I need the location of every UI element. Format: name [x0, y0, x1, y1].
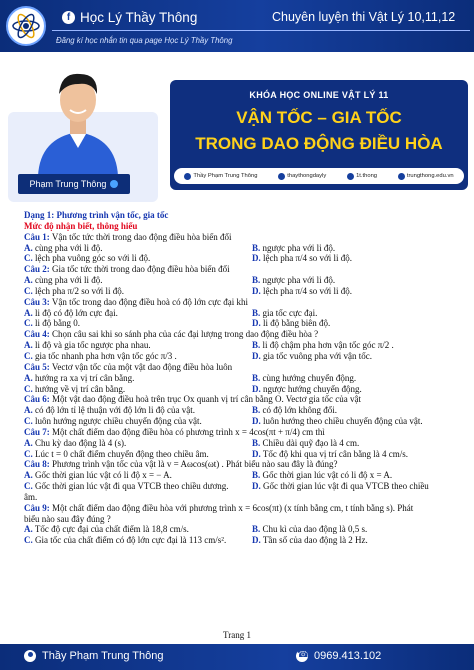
course-title-line2: TRONG DAO ĐỘNG ĐIỀU HÒA — [195, 134, 443, 153]
answer-option[interactable] — [24, 351, 177, 361]
answer-option[interactable] — [24, 340, 151, 350]
answer-option[interactable] — [24, 373, 134, 383]
option-letter: B. — [252, 470, 261, 481]
option-letter: D. — [252, 383, 261, 394]
brand-label: Học Lý Thầy Thông — [80, 10, 198, 25]
question-text: Vectơ vận tốc của một vật dao động điều hòa luôn — [49, 361, 233, 372]
option-text: Gốc thời gian lúc vật có li độ x = A. — [260, 470, 393, 481]
question-text: Vận tốc trong dao động điều hoà có độ lớn cực đại khi — [49, 296, 248, 307]
option-text: lệch pha π/4 so với li độ. — [260, 253, 353, 264]
answer-option[interactable] — [24, 481, 228, 491]
question-stem — [24, 264, 464, 275]
option-text: li độ bằng biên độ. — [260, 318, 331, 329]
option-text: lệch pha vuông góc so với li độ. — [32, 253, 151, 264]
social-website[interactable]: trungthong.edu.vn — [398, 173, 454, 180]
option-letter: A. — [24, 242, 33, 253]
course-card — [170, 80, 468, 190]
option-row — [24, 449, 464, 460]
question-stem — [24, 427, 464, 438]
answer-option[interactable] — [24, 535, 226, 545]
option-text: Gốc thời gian lúc vật đi qua VTCB theo chiều dương. — [32, 481, 229, 492]
option-row — [24, 384, 464, 395]
question-text: Phương trình vận tốc của vật là v = Aωcos(ωt) . Phát biểu nào sau đây là đúng? — [49, 459, 338, 470]
option-text: Gốc thời gian lúc vật đi qua VTCB theo chiều — [260, 481, 429, 492]
question-stem — [24, 362, 464, 373]
question-number: Câu 3: — [24, 296, 50, 307]
option-text: cùng hướng chuyển động. — [260, 372, 357, 383]
atom-logo-icon — [10, 10, 42, 42]
option-text: ngược pha với li độ. — [260, 275, 336, 286]
verified-icon — [110, 180, 118, 188]
option-text: luôn hướng theo chiều chuyển động của vật. — [260, 416, 423, 427]
question-stem — [24, 503, 464, 514]
question-text: Một chất điểm dao động điều hòa với phương trình x = 6cos(πt) (x tính bằng cm, t tính bằng s). Phát — [49, 502, 414, 513]
question-stem — [24, 232, 464, 243]
option-letter: B. — [252, 372, 261, 383]
answer-option[interactable] — [252, 308, 317, 319]
answer-option[interactable] — [24, 470, 172, 480]
option-text: lệch pha π/2 so với li độ. — [32, 285, 125, 296]
answer-option[interactable] — [252, 416, 423, 427]
option-letter: B. — [252, 340, 261, 351]
option-letter: C. — [24, 350, 33, 361]
answer-option[interactable] — [24, 438, 126, 448]
answer-option[interactable] — [252, 275, 335, 286]
option-text: Chu kì của dao động là 0,5 s. — [260, 524, 368, 535]
option-row — [24, 470, 464, 481]
option-text: li độ bằng 0. — [32, 318, 80, 329]
option-row — [24, 253, 464, 264]
option-text: hướng về vị trí cân bằng. — [32, 383, 126, 394]
facebook-icon — [184, 173, 191, 180]
option-letter: B. — [252, 437, 261, 448]
answer-option[interactable] — [252, 524, 367, 535]
option-text: cùng pha với li độ. — [32, 275, 103, 286]
answer-option[interactable] — [24, 253, 150, 263]
question-stem — [24, 459, 464, 470]
option-row — [24, 243, 464, 254]
option-text: hướng ra xa vị trí cân bằng. — [32, 372, 135, 383]
option-text: gia tốc vuông pha với vận tốc. — [260, 350, 372, 361]
option-row — [24, 351, 464, 362]
footer-bar — [0, 644, 474, 670]
answer-option[interactable] — [252, 286, 352, 297]
option-row — [24, 405, 464, 416]
option-letter: A. — [24, 524, 33, 535]
answer-option[interactable] — [252, 470, 392, 481]
option-letter: D. — [252, 535, 261, 546]
option-row — [24, 275, 464, 286]
option-letter: C. — [24, 285, 33, 296]
social-links — [174, 168, 464, 184]
question-stem — [24, 297, 464, 308]
answer-option[interactable] — [24, 416, 202, 426]
question-number: Câu 4: — [24, 329, 50, 340]
option-text: Tốc độ cực đại của chất điểm là 18,8 cm/s. — [32, 524, 189, 535]
footer-phone[interactable] — [296, 650, 381, 662]
option-row — [24, 438, 464, 449]
option-letter: C. — [24, 416, 33, 427]
option-letter: B. — [252, 307, 261, 318]
social-facebook[interactable]: Thầy Phạm Trung Thông — [184, 173, 257, 180]
question-text: Một vật dao động điều hoà trên trục Ox quanh vị trí cân bằng O. Vectơ gia tốc của vật — [49, 394, 362, 405]
option-text: Gia tốc của chất điểm có độ lớn cực đại là 113 cm/s². — [32, 535, 227, 546]
option-letter: B. — [252, 405, 261, 416]
question-number: Câu 6: — [24, 394, 50, 405]
header-bar — [0, 0, 474, 52]
social-tiktok[interactable]: 1t.thong — [347, 173, 377, 180]
option-letter: B. — [252, 242, 261, 253]
option-text: Tần số của dao động là 2 Hz. — [260, 535, 368, 546]
facebook-icon: f — [62, 11, 75, 24]
option-text: Gốc thời gian lúc vật có li độ x = − A. — [32, 470, 172, 481]
header-subtitle: Đăng kí học nhắn tin qua page Học Lý Thầy Thông — [56, 36, 233, 45]
option-letter: A. — [24, 372, 33, 383]
question-number: Câu 5: — [24, 361, 50, 372]
answer-option[interactable] — [252, 535, 368, 546]
option-letter: C. — [24, 253, 33, 264]
youtube-icon — [278, 173, 285, 180]
answer-option[interactable] — [252, 405, 337, 416]
section-title: Dạng 1: Phương trình vận tốc, gia tốc — [24, 210, 169, 220]
answer-option[interactable] — [24, 243, 103, 253]
option-row — [24, 416, 464, 427]
option-letter: D. — [252, 448, 261, 459]
question-number: Câu 2: — [24, 264, 50, 275]
option-letter: B. — [252, 275, 261, 286]
option-row — [24, 373, 464, 384]
option-letter: C. — [24, 535, 33, 546]
worksheet-content — [24, 210, 464, 546]
option-text: ngược hướng chuyển động. — [260, 383, 362, 394]
option-text: ngược pha với li độ. — [260, 242, 336, 253]
option-letter: C. — [24, 448, 33, 459]
option-text: có độ lớn tỉ lệ thuận với độ lớn li độ của vật. — [32, 405, 196, 416]
option-text: Chu kỳ dao động là 4 (s). — [32, 437, 127, 448]
option-letter: A. — [24, 340, 33, 351]
option-letter: C. — [24, 481, 33, 492]
course-card-head: KHÓA HỌC ONLINE VẬT LÝ 11 — [249, 90, 389, 100]
option-row — [24, 318, 464, 329]
option-text: có độ lớn không đổi. — [260, 405, 338, 416]
question-stem — [24, 394, 464, 405]
question-number: Câu 1: — [24, 231, 50, 242]
option-letter: D. — [252, 416, 261, 427]
option-text: li độ chậm pha hơn vận tốc góc π/2 . — [260, 340, 394, 351]
course-title-line1: VẬN TỐC – GIA TỐC — [236, 108, 402, 127]
option-letter: A. — [24, 275, 33, 286]
question-number: Câu 7: — [24, 426, 50, 437]
option-letter: D. — [252, 285, 261, 296]
answer-option[interactable] — [24, 286, 124, 296]
question-text: Một chất điểm dao động điều hòa có phương trình x = 4cos(πt + π/4) cm thì — [49, 426, 325, 437]
answer-option[interactable] — [24, 384, 125, 394]
option-row — [24, 286, 464, 297]
question-number: Câu 8: — [24, 459, 50, 470]
course-line: Chuyên luyện thi Vật Lý 10,11,12 — [272, 10, 456, 24]
answer-option[interactable] — [252, 449, 408, 460]
option-text: li độ có độ lớn cực đại. — [32, 307, 118, 318]
level-label: Mức độ nhận biết, thông hiểu — [24, 220, 138, 231]
option-row — [24, 481, 464, 492]
phone-icon — [296, 650, 308, 662]
option-row — [24, 340, 464, 351]
answer-option[interactable] — [252, 373, 356, 384]
option-letter: A. — [24, 437, 33, 448]
globe-icon — [398, 173, 405, 180]
question-text: Gia tốc tức thời trong dao động điều hòa biến đổi — [49, 264, 230, 275]
footer-teacher-name: Thầy Phạm Trung Thông — [42, 650, 164, 662]
option-letter: D. — [252, 253, 261, 264]
brand[interactable] — [62, 10, 197, 25]
question-text: biểu nào sau đây đúng ? — [24, 513, 111, 524]
option-letter: D. — [252, 481, 261, 492]
question-number: Câu 9: — [24, 502, 50, 513]
tiktok-icon — [347, 173, 354, 180]
answer-option[interactable] — [24, 275, 103, 285]
option-letter: A. — [24, 307, 33, 318]
social-youtube[interactable]: thaythongdayly — [278, 173, 326, 180]
option-letter: C. — [24, 383, 33, 394]
question-stem — [24, 329, 464, 340]
option-letter: A. — [24, 470, 33, 481]
answer-option[interactable] — [252, 318, 330, 329]
answer-option[interactable] — [252, 481, 429, 492]
teacher-name-tag — [18, 174, 130, 194]
option-text: lệch pha π/4 so với li độ. — [260, 285, 353, 296]
answer-option[interactable] — [24, 405, 195, 415]
option-text: cùng pha với li độ. — [32, 242, 103, 253]
footer-phone-number: 0969.413.102 — [314, 650, 382, 662]
answer-option[interactable] — [24, 524, 189, 534]
answer-option[interactable] — [24, 308, 118, 318]
option-text: âm. — [24, 491, 38, 502]
footer-teacher — [24, 650, 163, 662]
answer-option[interactable] — [252, 351, 372, 362]
answer-option[interactable] — [252, 340, 394, 351]
logo — [6, 6, 46, 46]
answer-option[interactable] — [24, 318, 80, 328]
answer-option[interactable] — [252, 384, 362, 395]
teacher-portrait — [28, 58, 128, 176]
divider — [52, 30, 470, 31]
page-number: Trang 1 — [223, 630, 251, 640]
option-letter: B. — [252, 524, 261, 535]
option-row — [24, 308, 464, 319]
answer-option[interactable] — [252, 253, 352, 264]
option-row — [24, 535, 464, 546]
question-list — [24, 232, 464, 546]
option-letter: A. — [24, 405, 33, 416]
question-stem-continued — [24, 514, 464, 525]
option-text: gia tốc cực đại. — [260, 307, 318, 318]
option-text: Lúc t = 0 chất điểm chuyển động theo chiều âm. — [32, 448, 209, 459]
option-text: li độ và gia tốc ngược pha nhau. — [32, 340, 151, 351]
option-text: Tốc độ khi qua vị trí cân bằng là 4 cm/s. — [260, 448, 409, 459]
answer-option[interactable] — [252, 243, 335, 254]
option-text: luôn hướng ngược chiều chuyển động của vật. — [32, 416, 202, 427]
user-icon — [24, 650, 36, 662]
teacher-area — [0, 52, 170, 202]
option-letter: D. — [252, 318, 261, 329]
question-text: Chọn câu sai khi so sánh pha của các đại lượng trong dao động điều hòa ? — [49, 329, 319, 340]
answer-option[interactable] — [252, 438, 359, 449]
option-row — [24, 524, 464, 535]
question-text: Vận tốc tức thời trong dao động điều hòa biến đổi — [49, 231, 232, 242]
option-text: gia tốc nhanh pha hơn vận tốc góc π/3 . — [32, 350, 177, 361]
answer-option[interactable] — [24, 449, 209, 459]
teacher-name: Phạm Trung Thông — [29, 179, 107, 189]
option-continued — [24, 492, 464, 503]
option-letter: C. — [24, 318, 33, 329]
option-text: Chiều dài quỹ đạo là 4 cm. — [260, 437, 360, 448]
option-letter: D. — [252, 350, 261, 361]
